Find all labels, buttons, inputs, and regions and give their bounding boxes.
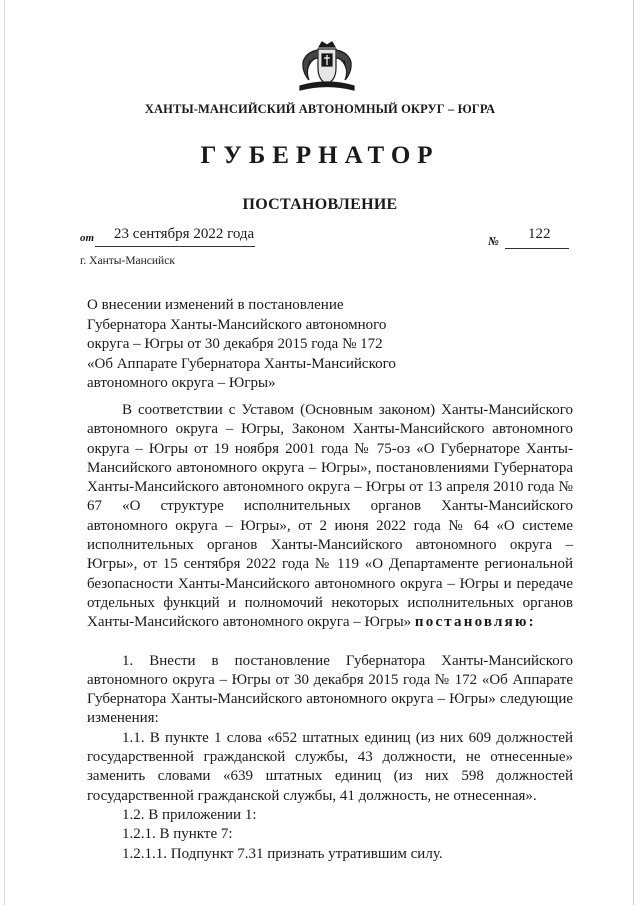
document-type: ПОСТАНОВЛЕНИЕ xyxy=(242,196,398,213)
item-paragraph: 1.2.1.1. Подпункт 7.31 признать утратившим силу. xyxy=(122,845,443,862)
document-body xyxy=(87,401,573,864)
date-underline xyxy=(95,246,255,247)
scan-edge-left xyxy=(4,0,5,905)
resolve-word: постановляю: xyxy=(414,614,536,631)
authority-title: ГУБЕРНАТОР xyxy=(200,142,440,169)
subject-line: Губернатора Ханты-Мансийского автономного xyxy=(87,316,387,333)
preamble-text: В соответствии с Уставом (Основным законом) Ханты-Мансийского автономного округа – Югры, Законом Ханты-Мансийского автономного округа – Югры от 19 ноября 2001 года № 75-оз «О Губернаторе Ханты-Мансийского автономного округа – Югры», постановлениями Губернатора Ханты-Мансийского автономного округа – Югры от 13 апреля 2010 года № 67 «О структуре исполнительных органов Ханты-Мансийского автономного округа – Югры», от 2 июня 2022 года № 64 «О системе исполнительных органов Ханты-Мансийского автономного округа – Югры», от 15 сентября 2022 года № 119 «О Департаменте региональной безопасности Ханты-Мансийского автономного округа – Югры и передаче отдельных функций и полномочий некоторых исполнительных органов Ханты-Мансийского автономного округа – Югры» xyxy=(87,402,573,631)
document-date: 23 сентября 2022 года xyxy=(114,226,255,242)
scan-edge-right xyxy=(633,0,634,905)
city-line: г. Ханты-Мансийск xyxy=(80,255,175,267)
document-subject xyxy=(87,296,407,394)
number-underline xyxy=(505,248,569,249)
subject-line: О внесении изменений в постановление xyxy=(87,297,344,313)
subject-line: автономного округа – Югры» xyxy=(87,375,276,391)
subject-line: «Об Аппарате Губернатора Ханты-Мансийского xyxy=(87,355,396,372)
item-paragraph: 1. Внести в постановление Губернатора Ханты-Мансийского автономного округа – Югры от 30 декабря 2015 года № 172 «Об Аппарате Губернатора Ханты-Мансийского автономного округа – Югры» следующие изменения: xyxy=(87,652,573,727)
item-paragraph: 1.2. В приложении 1: xyxy=(122,806,257,823)
from-label: от xyxy=(80,232,95,244)
date-number-row xyxy=(80,226,580,256)
item-paragraph: 1.1. В пункте 1 слова «652 штатных единиц (из них 609 должностей государственной гражданской службы, 43 должности, не отнесенные» заменить словами «639 штатных единиц (из них 598 должностей государственной гражданской службы, 41 должность, не отнесенная». xyxy=(87,729,573,804)
preamble-paragraph xyxy=(87,401,573,633)
subject-line: округа – Югры от 30 декабря 2015 года № 172 xyxy=(87,336,383,352)
item-paragraph: 1.2.1. В пункте 7: xyxy=(122,826,233,843)
number-label: № xyxy=(488,234,499,248)
coat-of-arms-icon xyxy=(296,38,358,94)
region-name: ХАНТЫ-МАНСИЙСКИЙ АВТОНОМНЫЙ ОКРУГ – ЮГРА xyxy=(144,102,496,116)
document-number: 122 xyxy=(528,226,551,242)
